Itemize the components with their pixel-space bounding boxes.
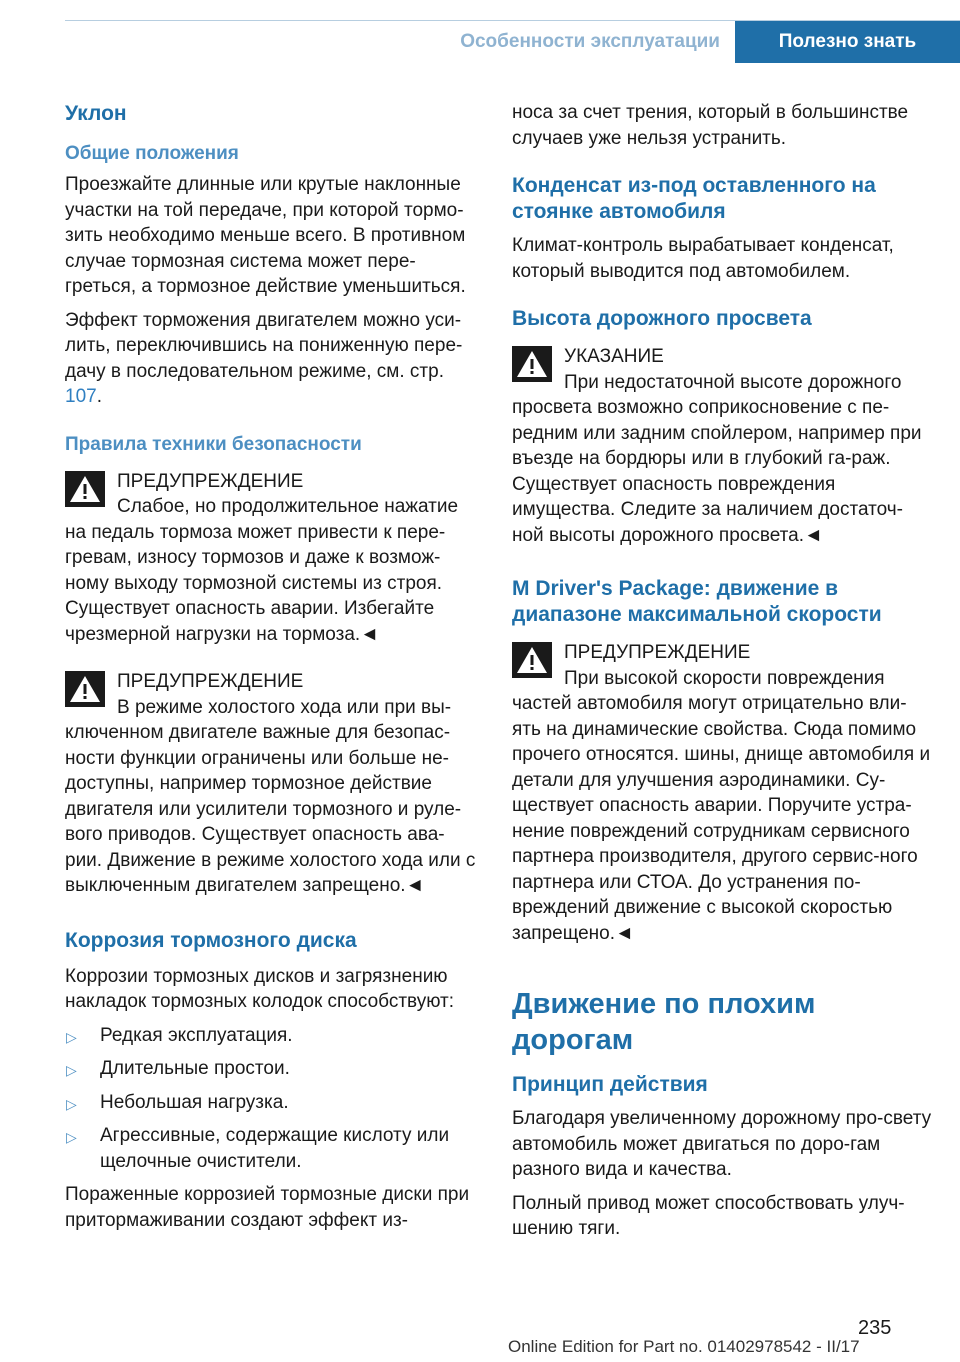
slope-paragraph-2	[65, 308, 481, 410]
triangle-bullet-icon: ▷	[66, 1062, 77, 1078]
principle-paragraph-1: Благодаря увеличенному дорожному про-свету автомобиль может двигаться по доро-гам разного вида и качества.	[512, 1108, 932, 1180]
condensate-heading: Конденсат из-под оставленного на стоянке автомобиля	[512, 174, 876, 223]
list-item	[65, 1056, 481, 1082]
safety-heading: Правила техники безопасности	[65, 433, 362, 455]
principle-paragraph-2: Полный привод может способствовать улуч-шению тяги.	[512, 1192, 905, 1239]
principle-heading: Принцип действия	[512, 1073, 708, 1096]
warning-text-2: В режиме холостого хода или при вы-ключенном двигателе важные для безопас-ности функции ограничены или больше не-доступны, например тормозное действие двигателя или усилители тормозного и руле-вого приводов. Существует опасность ава-рии. Движение в режиме холостого хода или с выключенным двигателем запрещено.◄	[65, 696, 476, 896]
list-item-text: Небольшая нагрузка.	[100, 1091, 289, 1113]
warning-icon	[512, 642, 552, 678]
general-heading: Общие положения	[65, 143, 239, 164]
bad-roads-heading: Движение по плохим дорогам	[512, 988, 816, 1056]
m-driver-heading: M Driver's Package: движение в диапазоне максимальной скорости	[512, 577, 882, 626]
list-item	[65, 1090, 481, 1116]
warning-title-3: ПРЕДУПРЕЖДЕНИЕ	[564, 642, 751, 663]
corrosion-paragraph-continued: носа за счет трения, который в большинстве случаев уже нельзя устранить.	[512, 102, 909, 149]
list-item-text: Агрессивные, содержащие кислоту или щелочные очистители.	[100, 1125, 450, 1172]
triangle-bullet-icon: ▷	[66, 1028, 77, 1045]
slope-heading: Уклон	[65, 102, 127, 125]
triangle-bullet-icon: ▷	[66, 1095, 77, 1112]
triangle-bullet-icon: ▷	[66, 1129, 77, 1145]
note-text: При недостаточной высоте дорожного просвета возможно соприкосновение с пе-редним или задним спойлером, например при въезде на бордюры или в глубокий га-раж. Существует опасность повреждения имущества. Следите за наличием достаточ-ной высоты дорожного просвета.◄	[512, 371, 922, 546]
list-item	[65, 1023, 481, 1049]
right-column	[512, 100, 932, 1250]
list-item	[65, 1123, 481, 1174]
page-number: 235	[858, 1317, 892, 1339]
corrosion-list	[65, 1023, 481, 1175]
warning-icon	[65, 671, 105, 707]
subsection-tab: Полезно знать	[735, 21, 960, 63]
slope-paragraph-1: Проезжайте длинные или крутые наклонные участки на той передаче, при которой тормо-зить необходимо меньше всего. В противном случае тормозная система может пере-греться, а тормозное действие уменьшиться.	[65, 174, 466, 297]
note-title: УКАЗАНИЕ	[564, 346, 664, 367]
section-title: Особенности эксплуатации	[460, 31, 720, 52]
condensate-paragraph: Климат-контроль вырабатывает конденсат, который выводится под автомобилем.	[512, 235, 894, 282]
warning-title-2: ПРЕДУПРЕЖДЕНИЕ	[117, 671, 304, 692]
slope-paragraph-2-end: .	[96, 386, 102, 407]
header-bar	[65, 20, 960, 63]
warning-block-1	[65, 469, 481, 648]
warning-text-1: Слабое, но продолжительное нажатие на педаль тормоза может привести к пере-гревам, износу тормозов и даже к возмож-ному выходу тормозной системы из строя. Существует опасность аварии. Избегайте чрезмерной нагрузки на тормоза.◄	[65, 496, 459, 645]
list-item-text: Редкая эксплуатация.	[100, 1024, 293, 1046]
page-link-107[interactable]: 107	[65, 386, 97, 407]
warning-icon	[65, 471, 105, 507]
left-column	[65, 100, 481, 1241]
corrosion-paragraph-2: Пораженные коррозией тормозные диски при притормаживании создают эффект из-	[65, 1184, 470, 1231]
list-item-text: Длительные простои.	[100, 1058, 290, 1079]
note-block	[512, 344, 932, 548]
slope-paragraph-2-text: Эффект торможения двигателем можно уси-лить, переключившись на пониженную пере-дачу в последовательном режиме, см. стр.	[65, 309, 463, 382]
warning-icon	[512, 346, 552, 382]
warning-block-2	[65, 669, 481, 899]
warning-title-1: ПРЕДУПРЕЖДЕНИЕ	[117, 470, 304, 492]
corrosion-paragraph: Коррозии тормозных дисков и загрязнению накладок тормозных колодок способствуют:	[65, 965, 455, 1012]
warning-text-3: При высокой скорости повреждения частей автомобиля могут отрицательно вли-ять на динамические свойства. Сюда помимо прочего относятся. шины, днище автомобиля и детали для улучшения аэродинамики. Су-ществует опасность аварии. Поручите устра-нение повреждений сотрудникам сервисного партнера производителя, другого сервис-ного партнера или СТОА. До устранения по-вреждений движение с высокой скоростью запрещено.◄	[512, 667, 931, 944]
clearance-heading: Высота дорожного просвета	[512, 307, 812, 330]
edition-footer: Online Edition for Part no. 01402978542 - II/17	[508, 1337, 860, 1356]
corrosion-heading: Коррозия тормозного диска	[65, 928, 357, 952]
warning-block-3	[512, 640, 932, 946]
